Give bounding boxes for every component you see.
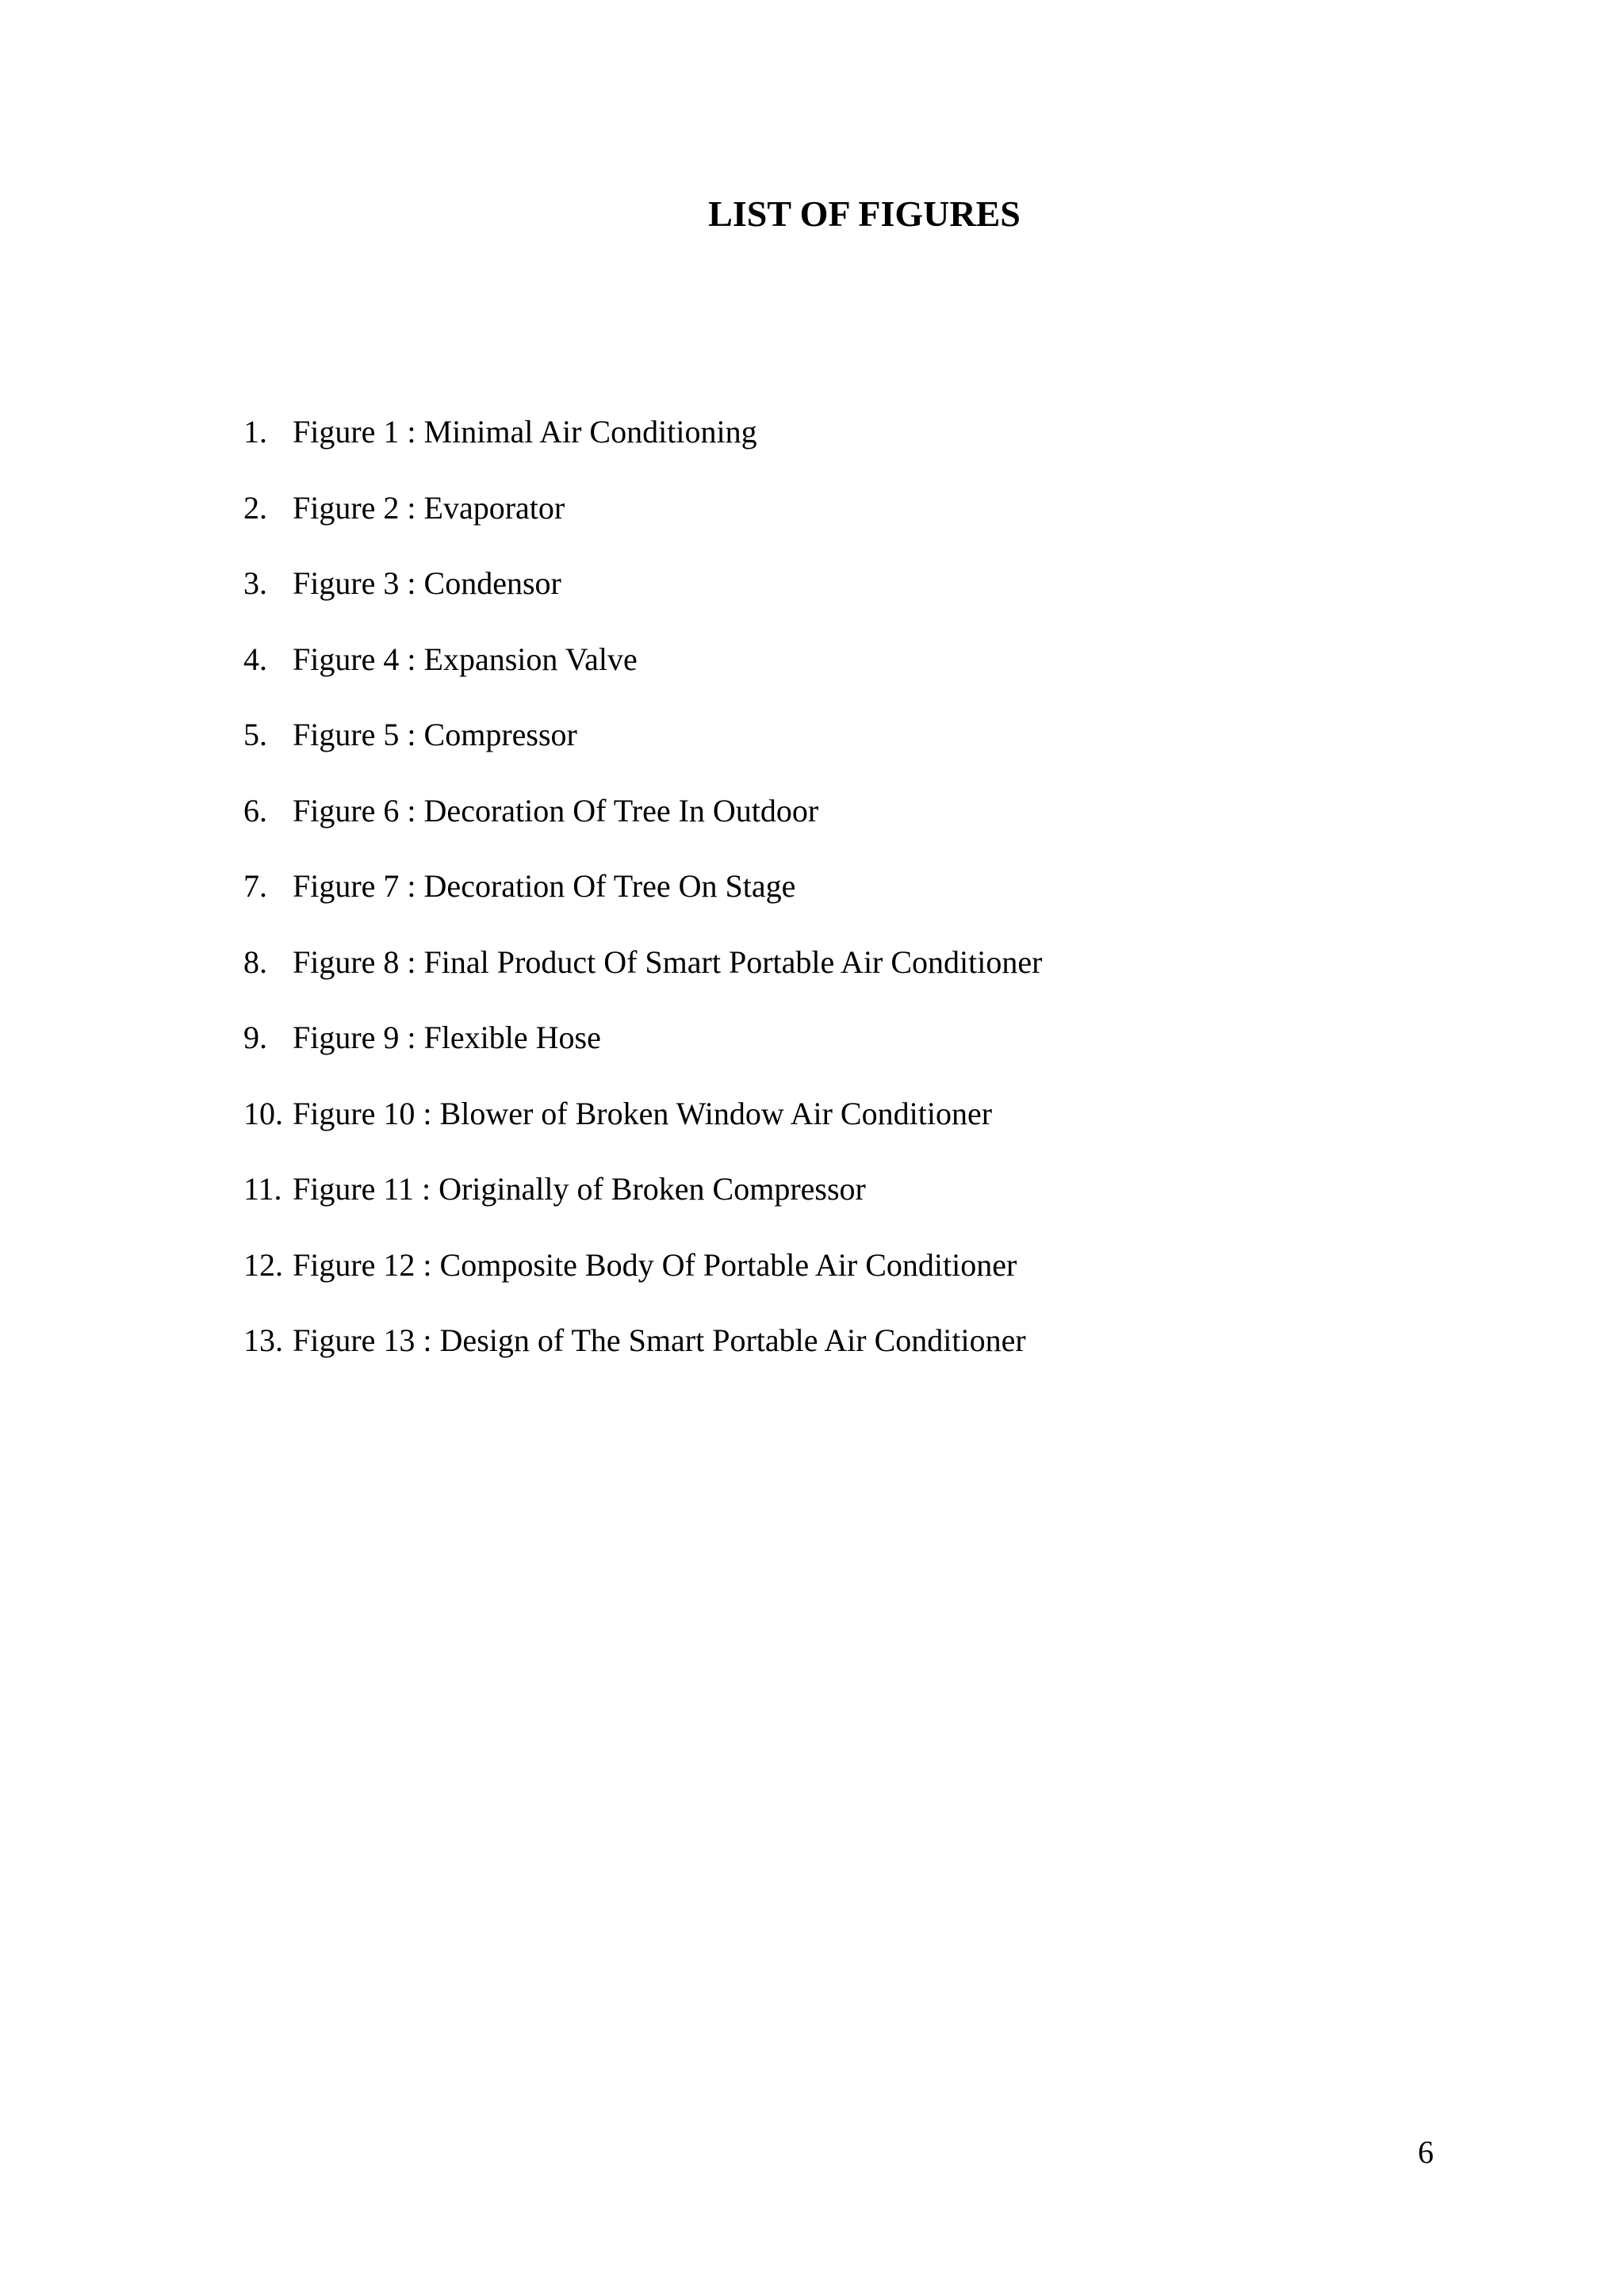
list-item [243, 1018, 1042, 1094]
figure-list [243, 412, 1042, 1397]
list-item-number: 9. [243, 1020, 267, 1055]
list-item-text: Figure 5 : Compressor [293, 717, 577, 752]
list-item-number: 6. [243, 792, 267, 828]
list-item [243, 867, 1042, 943]
list-item-number: 4. [243, 641, 267, 677]
list-item-text: Figure 4 : Expansion Valve [293, 641, 638, 677]
list-item-number: 2. [243, 489, 267, 526]
list-item-text: Figure 13 : Design of The Smart Portable Air Conditioner [293, 1322, 1026, 1358]
list-item-text: Figure 7 : Decoration Of Tree On Stage [293, 868, 796, 904]
list-item-number: 12. [243, 1246, 283, 1283]
list-item [243, 791, 1042, 867]
list-item-number: 5. [243, 717, 267, 752]
list-item-text: Figure 3 : Condensor [293, 565, 561, 601]
list-item-text: Figure 10 : Blower of Broken Window Air Conditioner [293, 1095, 993, 1131]
list-item-text: Figure 8 : Final Product Of Smart Portable Air Conditioner [293, 943, 1043, 980]
list-item [243, 564, 1042, 640]
page-number: 6 [1418, 2134, 1434, 2170]
list-item [243, 412, 1042, 488]
list-item [243, 1321, 1042, 1397]
list-item [243, 1094, 1042, 1170]
list-item [243, 488, 1042, 564]
list-item-number: 13. [243, 1322, 283, 1358]
list-item-number: 11. [243, 1171, 282, 1207]
list-item-text: Figure 2 : Evaporator [293, 489, 565, 526]
list-item-text: Figure 1 : Minimal Air Conditioning [293, 414, 757, 450]
list-item-number: 10. [243, 1095, 283, 1131]
list-item-text: Figure 6 : Decoration Of Tree In Outdoor [293, 792, 819, 828]
list-item-text: Figure 11 : Originally of Broken Compressor [293, 1171, 866, 1207]
list-item [243, 1246, 1042, 1322]
list-item-number: 3. [243, 565, 267, 601]
list-item [243, 715, 1042, 791]
list-item-number: 7. [243, 868, 267, 904]
list-item-number: 1. [243, 414, 267, 450]
list-item-text: Figure 9 : Flexible Hose [293, 1020, 601, 1055]
list-item-text: Figure 12 : Composite Body Of Portable Air Conditioner [293, 1246, 1017, 1283]
page-title: LIST OF FIGURES [708, 193, 1021, 234]
list-item-number: 8. [243, 943, 267, 980]
list-item [243, 640, 1042, 716]
list-item [243, 943, 1042, 1019]
list-item [243, 1169, 1042, 1246]
